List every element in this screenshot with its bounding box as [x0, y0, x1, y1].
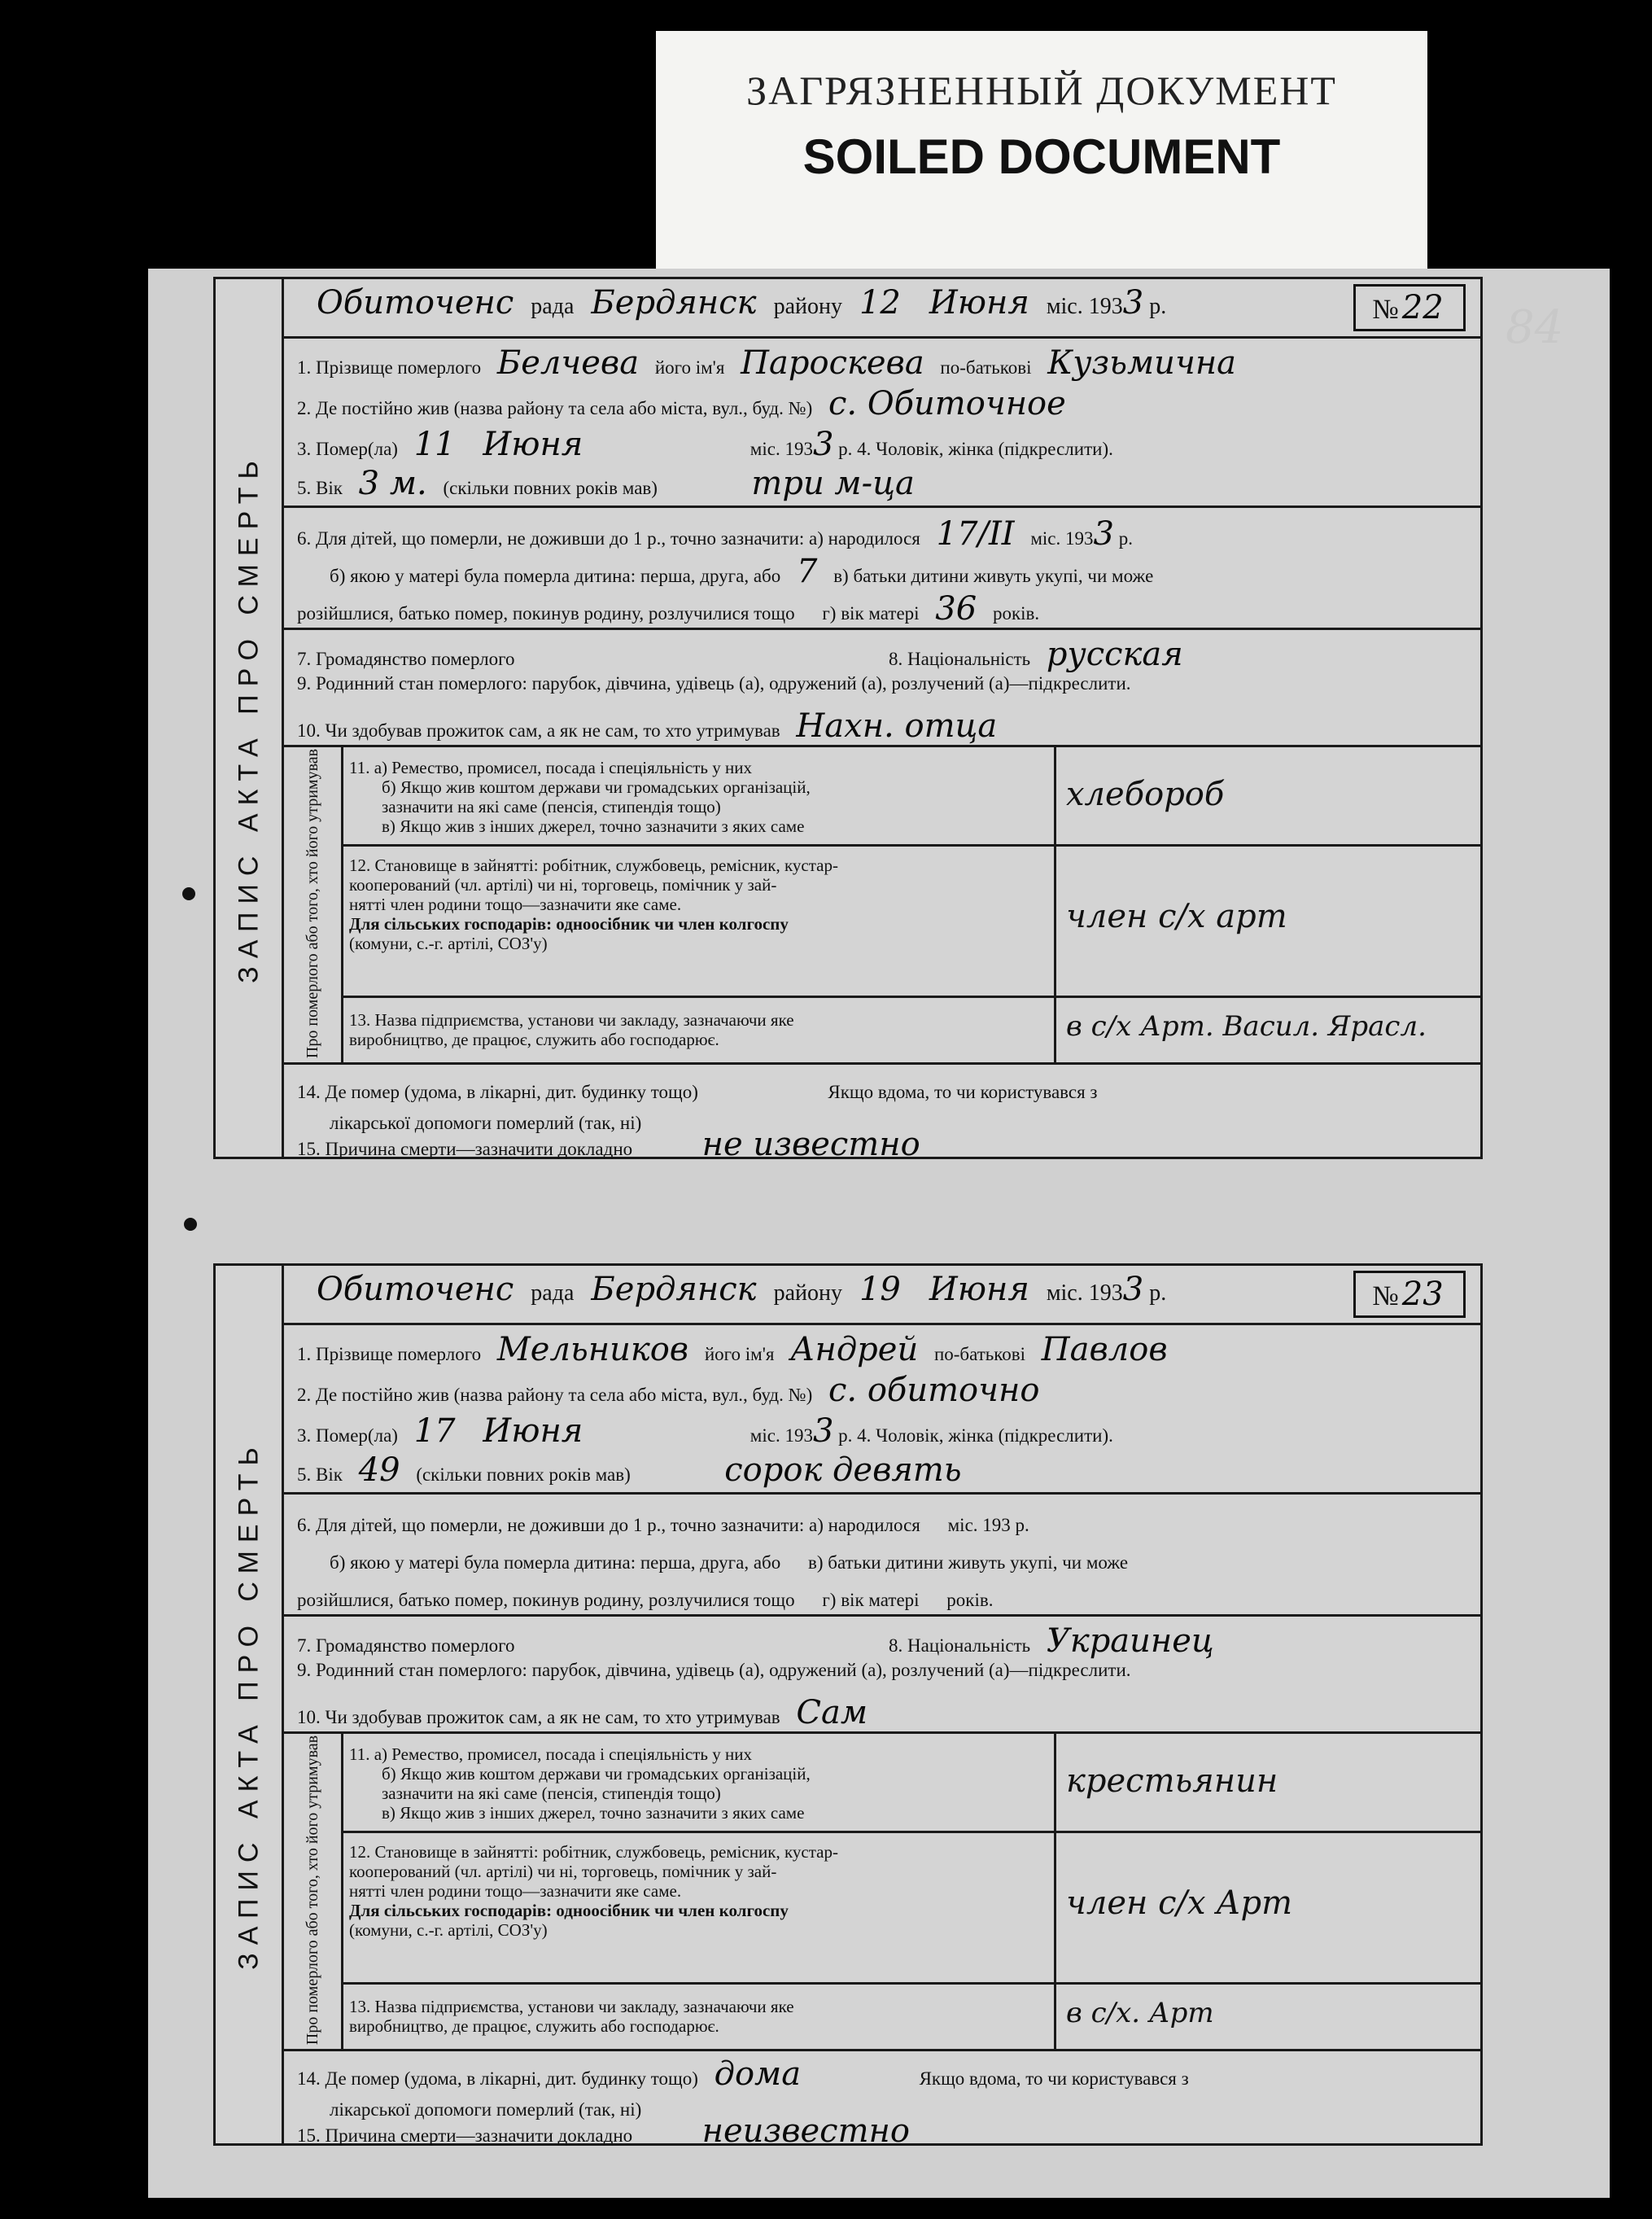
field-1-label: 1. Прізвище померлого [297, 1344, 482, 1364]
field-14-label: 14. Де помер (удома, в лікарні, дит. будинку тощо) [297, 1082, 698, 1102]
field-5-label: 5. Вік [297, 1464, 343, 1485]
field-2 [297, 385, 1469, 422]
field-6a-label: 6. Для дітей, що померли, не доживши до 1 р., точно зазначити: а) народилося [297, 528, 920, 549]
occupation-divider [341, 1731, 343, 2049]
born-value [925, 1502, 948, 1539]
day-value: 12 [859, 284, 901, 322]
death-month-value: Июня [483, 426, 583, 463]
death-month-value: Июня [483, 1412, 583, 1450]
punch-hole [182, 887, 195, 900]
field-5-hint: (скільки повних років мав) [416, 1464, 631, 1485]
field-14-rest: Якщо вдома, то чи користувався з [828, 1082, 1098, 1102]
field-13-line: 13. Назва підприємства, установи чи закладу, зазначаючи яке [349, 1010, 794, 1030]
field-14-rest: Якщо вдома, то чи користувався з [919, 2068, 1189, 2089]
section-divider [341, 1831, 1480, 1833]
place-of-death-value: дома [714, 2055, 802, 2093]
section-divider [284, 745, 1480, 747]
field-6c [297, 590, 1469, 628]
field-12-line: кооперований (чл. артілі) чи ні, торговець, помічник у зай- [349, 1862, 777, 1881]
field-12-line: 12. Становище в зайнятті: робітник, службовець, ремісник, кустар- [349, 856, 838, 875]
field-6c-label: розійшлися, батько помер, покинув родину, розлучилися тощо [297, 603, 795, 624]
field-11-line: 11. а) Ремество, промисел, посада і спеціяльність у них [349, 1744, 752, 1764]
field-15 [297, 1126, 1469, 1163]
trade-value: крестьянин [1066, 1762, 1278, 1800]
field-15 [297, 2112, 1469, 2150]
field-5-hint: (скільки повних років мав) [443, 478, 658, 498]
rada-label: рада [531, 1280, 575, 1306]
patronymic-value: Павлов [1041, 1331, 1168, 1368]
age-value: 49 [358, 1451, 400, 1489]
page-number: 84 [1506, 301, 1564, 354]
year-prefix: 193 [1088, 294, 1123, 319]
field-4-label: р. 4. Чоловік, жінка (підкреслити). [838, 1425, 1113, 1446]
parents-value [799, 1577, 822, 1614]
field-6c-rest: г) вік матері [822, 603, 920, 624]
field-6b-rest: в) батьки дитини живуть укупі, чи може [807, 1552, 1129, 1573]
patronymic-label: по-батькові [940, 357, 1032, 378]
field-3-year-label: міс. 193 [750, 439, 813, 459]
field-12-line: (комуни, с.-г. артілі, СОЗ'у) [349, 934, 548, 953]
record-number [1353, 1271, 1466, 1318]
occupation-divider [341, 745, 343, 1062]
village-value: Обиточенс [317, 284, 514, 322]
section-divider [284, 1492, 1480, 1495]
field-6b [297, 1539, 1469, 1577]
given-value: Пароскева [741, 344, 924, 382]
surname-value: Белчева [496, 344, 640, 382]
field-14b-label: лікарської допомоги померлий (так, ні) [330, 1113, 642, 1133]
field-6b-label: б) якою у матері була померла дитина: перша, друга, або [330, 1552, 781, 1573]
side-title-text: ЗАПИС АКТА ПРО СМЕРТЬ [233, 1439, 264, 1970]
field-5 [297, 1451, 1469, 1489]
given-value: Андрей [790, 1331, 919, 1368]
year-digit: 3 [1122, 1271, 1144, 1308]
death-day-value: 17 [413, 1412, 456, 1450]
field-12-line: 12. Становище в зайнятті: робітник, службовець, ремісник, кустар- [349, 1842, 838, 1862]
section-divider [284, 628, 1480, 630]
age-value: 3 м. [358, 465, 427, 502]
occupation-group-text: Про померлого або того, хто його утримував [304, 748, 321, 1059]
field-11-line: зазначити на які саме (пенсія, стипендія тощо) [382, 1784, 721, 1803]
field-12-line: Для сільських господарів: одноосібник чи член колгоспу [349, 914, 789, 934]
field-7 [297, 636, 1469, 673]
mis-label: міс. [1046, 294, 1083, 319]
day-value: 19 [859, 1271, 901, 1308]
header-divider [284, 1323, 1480, 1325]
record-header [305, 284, 1350, 322]
born-year-digit: 3 [1093, 515, 1114, 553]
field-9-label: 9. Родинний стан померлого: парубок, дівчина, удівець (а), одружений (а), розлучений (а)—підкреслити. [297, 1660, 1131, 1680]
field-2-label: 2. Де постійно жив (назва району та села або міста, вул., буд. №) [297, 1385, 813, 1405]
stamp-russian: ЗАГРЯЗНЕННЫЙ ДОКУМЕНТ [746, 68, 1337, 113]
district-value: Бердянск [591, 284, 757, 322]
field-15-label: 15. Причина смерти—зазначити докладно [297, 2125, 633, 2146]
number-sign: № [1372, 1281, 1399, 1311]
field-1-label: 1. Прізвище померлого [297, 357, 482, 378]
supported-by-value: Сам [796, 1694, 868, 1731]
field-10-label: 10. Чи здобував прожиток сам, а як не сам, то хто утримував [297, 720, 780, 741]
rayonu-label: району [773, 1280, 842, 1306]
r-label: р. [1149, 294, 1167, 319]
number-value: 23 [1401, 1276, 1444, 1313]
field-10 [297, 1694, 1469, 1731]
death-day-value: 11 [413, 426, 456, 463]
section-divider [284, 1731, 1480, 1734]
field-8-label: 8. Національність [889, 1635, 1031, 1656]
mother-age-value [924, 1577, 946, 1614]
field-3-label: 3. Помер(ла) [297, 1425, 398, 1446]
child-order-value: 7 [796, 553, 818, 590]
field-3 [297, 1412, 1469, 1450]
age-words-value: три м-ца [751, 465, 915, 502]
given-label: його ім'я [654, 357, 725, 378]
village-value: Обиточенс [317, 1271, 514, 1308]
field-11-line: зазначити на які саме (пенсія, стипендія тощо) [382, 797, 721, 816]
occupation-group-label [284, 1731, 341, 2049]
age-words-value: сорок девять [724, 1451, 962, 1489]
field-6a-label: 6. Для дітей, що померли, не доживши до 1 р., точно зазначити: а) народилося [297, 1515, 920, 1535]
section-divider [284, 1062, 1480, 1065]
field-12-line: Для сільських господарів: одноосібник чи член колгоспу [349, 1901, 789, 1920]
record-number [1353, 284, 1466, 331]
field-11-line: 11. а) Ремество, промисел, посада і спеціяльність у них [349, 758, 752, 777]
patronymic-value: Кузьмична [1047, 344, 1237, 382]
field-6b-rest: в) батьки дитини живуть укупі, чи може [833, 566, 1154, 586]
nationality-value: Украинец [1046, 1622, 1214, 1660]
field-11-line: б) Якщо жив коштом держави чи громадських організацій, [382, 1764, 811, 1784]
field-13-line: виробництво, де працює, служить або господарює. [349, 1030, 719, 1049]
field-5 [297, 465, 1469, 502]
stamp-label [656, 31, 1427, 272]
surname-value: Мельников [496, 1331, 689, 1368]
field-12-line: (комуни, с.-г. артілі, СОЗ'у) [349, 1920, 548, 1940]
death-record-form [213, 277, 1483, 1163]
citizenship-value [519, 636, 542, 673]
field-6a [297, 515, 1469, 553]
district-value: Бердянск [591, 1271, 757, 1308]
field-5-label: 5. Вік [297, 478, 343, 498]
field-8-label: 8. Національність [889, 649, 1031, 669]
field-11-line: в) Якщо жив з інших джерел, точно зазначити з яких саме [382, 1803, 805, 1823]
field-2-label: 2. Де постійно жив (назва району та села або міста, вул., буд. №) [297, 398, 813, 418]
year-prefix: 193 [1088, 1280, 1123, 1306]
occupation-group-text: Про померлого або того, хто його утримував [304, 1735, 321, 2046]
field-11-line: б) Якщо жив коштом держави чи громадських організацій, [382, 777, 811, 797]
field-10 [297, 707, 1469, 745]
field-12-line: кооперований (чл. артілі) чи ні, торговець, помічник у зай- [349, 875, 777, 895]
section-divider [284, 1614, 1480, 1617]
mis-label: міс. [1046, 1280, 1083, 1306]
born-value: 17/II [936, 515, 1015, 553]
trade-value: хлебороб [1066, 776, 1225, 813]
field-6a-year: міс. 193 [947, 1515, 1011, 1535]
number-sign: № [1372, 295, 1399, 325]
field-6a [297, 1502, 1469, 1539]
workplace-value: в с/х. Арт [1066, 1997, 1214, 2029]
field-6c-label: розійшлися, батько помер, покинув родину, розлучилися тощо [297, 1590, 795, 1610]
record-header [305, 1271, 1350, 1308]
side-title-text: ЗАПИС АКТА ПРО СМЕРТЬ [233, 453, 264, 983]
patronymic-label: по-батькові [933, 1344, 1026, 1364]
side-title [216, 1266, 284, 2143]
status-value: член с/х Арт [1066, 1884, 1293, 1922]
field-14-label: 14. Де помер (удома, в лікарні, дит. будинку тощо) [297, 2068, 698, 2089]
field-12-line: нятті член родини тощо—зазначити яке саме. [349, 895, 682, 914]
field-6a-year: міс. 193 [1030, 528, 1094, 549]
rada-label: рада [531, 294, 575, 319]
death-year-digit: 3 [812, 426, 834, 463]
section-divider [284, 2049, 1480, 2051]
death-year-digit: 3 [812, 1412, 834, 1450]
field-9-label: 9. Родинний стан померлого: парубок, дівчина, удівець (а), одружений (а), розлучений (а)—підкреслити. [297, 673, 1131, 694]
field-9 [297, 1660, 1469, 1681]
field-6a-r: р. [1118, 528, 1133, 549]
number-value: 22 [1401, 289, 1444, 326]
cause-value: не известно [701, 1126, 920, 1163]
field-6c-end: років. [946, 1590, 994, 1610]
field-12-line: нятті член родини тощо—зазначити яке саме. [349, 1881, 682, 1901]
death-record-form [213, 1263, 1483, 2150]
month-value: Июня [929, 284, 1029, 322]
field-6a-r: р. [1015, 1515, 1029, 1535]
given-label: його ім'я [704, 1344, 775, 1364]
field-4-label: р. 4. Чоловік, жінка (підкреслити). [838, 439, 1113, 459]
field-13-line: 13. Назва підприємства, установи чи закладу, зазначаючи яке [349, 1997, 794, 2016]
field-6c-end: років. [992, 603, 1040, 624]
residence-value: с. Обиточное [828, 385, 1066, 422]
field-7 [297, 1622, 1469, 1660]
year-digit: 3 [1122, 284, 1144, 322]
parents-value [799, 590, 822, 628]
rayonu-label: району [773, 294, 842, 319]
citizenship-value [519, 1622, 542, 1660]
field-14b-label: лікарської допомоги померлий (так, ні) [330, 2099, 642, 2120]
field-9 [297, 673, 1469, 694]
field-15-label: 15. Причина смерти—зазначити докладно [297, 1139, 633, 1159]
cause-value: неизвестно [701, 2112, 910, 2150]
field-10-label: 10. Чи здобував прожиток сам, а як не сам, то хто утримував [297, 1707, 780, 1727]
r-label: р. [1149, 1280, 1167, 1306]
workplace-value: в с/х Арт. Васил. Ярасл. [1066, 1010, 1427, 1043]
mother-age-value: 36 [935, 590, 977, 628]
field-7-label: 7. Громадянство померлого [297, 1635, 515, 1656]
field-2 [297, 1372, 1469, 1409]
residence-value: с. обиточно [828, 1372, 1040, 1409]
field-11-line: в) Якщо жив з інших джерел, точно зазначити з яких саме [382, 816, 805, 836]
supported-by-value: Нахн. отца [796, 707, 998, 745]
occupation-group-label [284, 745, 341, 1062]
stamp-english: SOILED DOCUMENT [802, 129, 1281, 184]
field-3-year-label: міс. 193 [750, 1425, 813, 1446]
field-3-label: 3. Помер(ла) [297, 439, 398, 459]
section-divider [341, 1982, 1480, 1985]
section-divider [284, 506, 1480, 508]
field-6c-rest: г) вік матері [822, 1590, 920, 1610]
section-divider [341, 844, 1480, 847]
field-6b-label: б) якою у матері була померла дитина: перша, друга, або [330, 566, 781, 586]
header-divider [284, 336, 1480, 339]
field-1 [297, 344, 1469, 382]
child-order-value [785, 1539, 808, 1577]
nationality-value: русская [1046, 636, 1183, 673]
field-7-label: 7. Громадянство померлого [297, 649, 515, 669]
field-13-line: виробництво, де працює, служить або господарює. [349, 2016, 719, 2036]
field-6c [297, 1577, 1469, 1614]
punch-hole [184, 1218, 197, 1231]
field-6b [297, 553, 1469, 590]
field-1 [297, 1331, 1469, 1368]
field-3 [297, 426, 1469, 463]
month-value: Июня [929, 1271, 1029, 1308]
section-divider [341, 996, 1480, 998]
status-value: член с/х арт [1066, 898, 1287, 935]
side-title [216, 279, 284, 1157]
